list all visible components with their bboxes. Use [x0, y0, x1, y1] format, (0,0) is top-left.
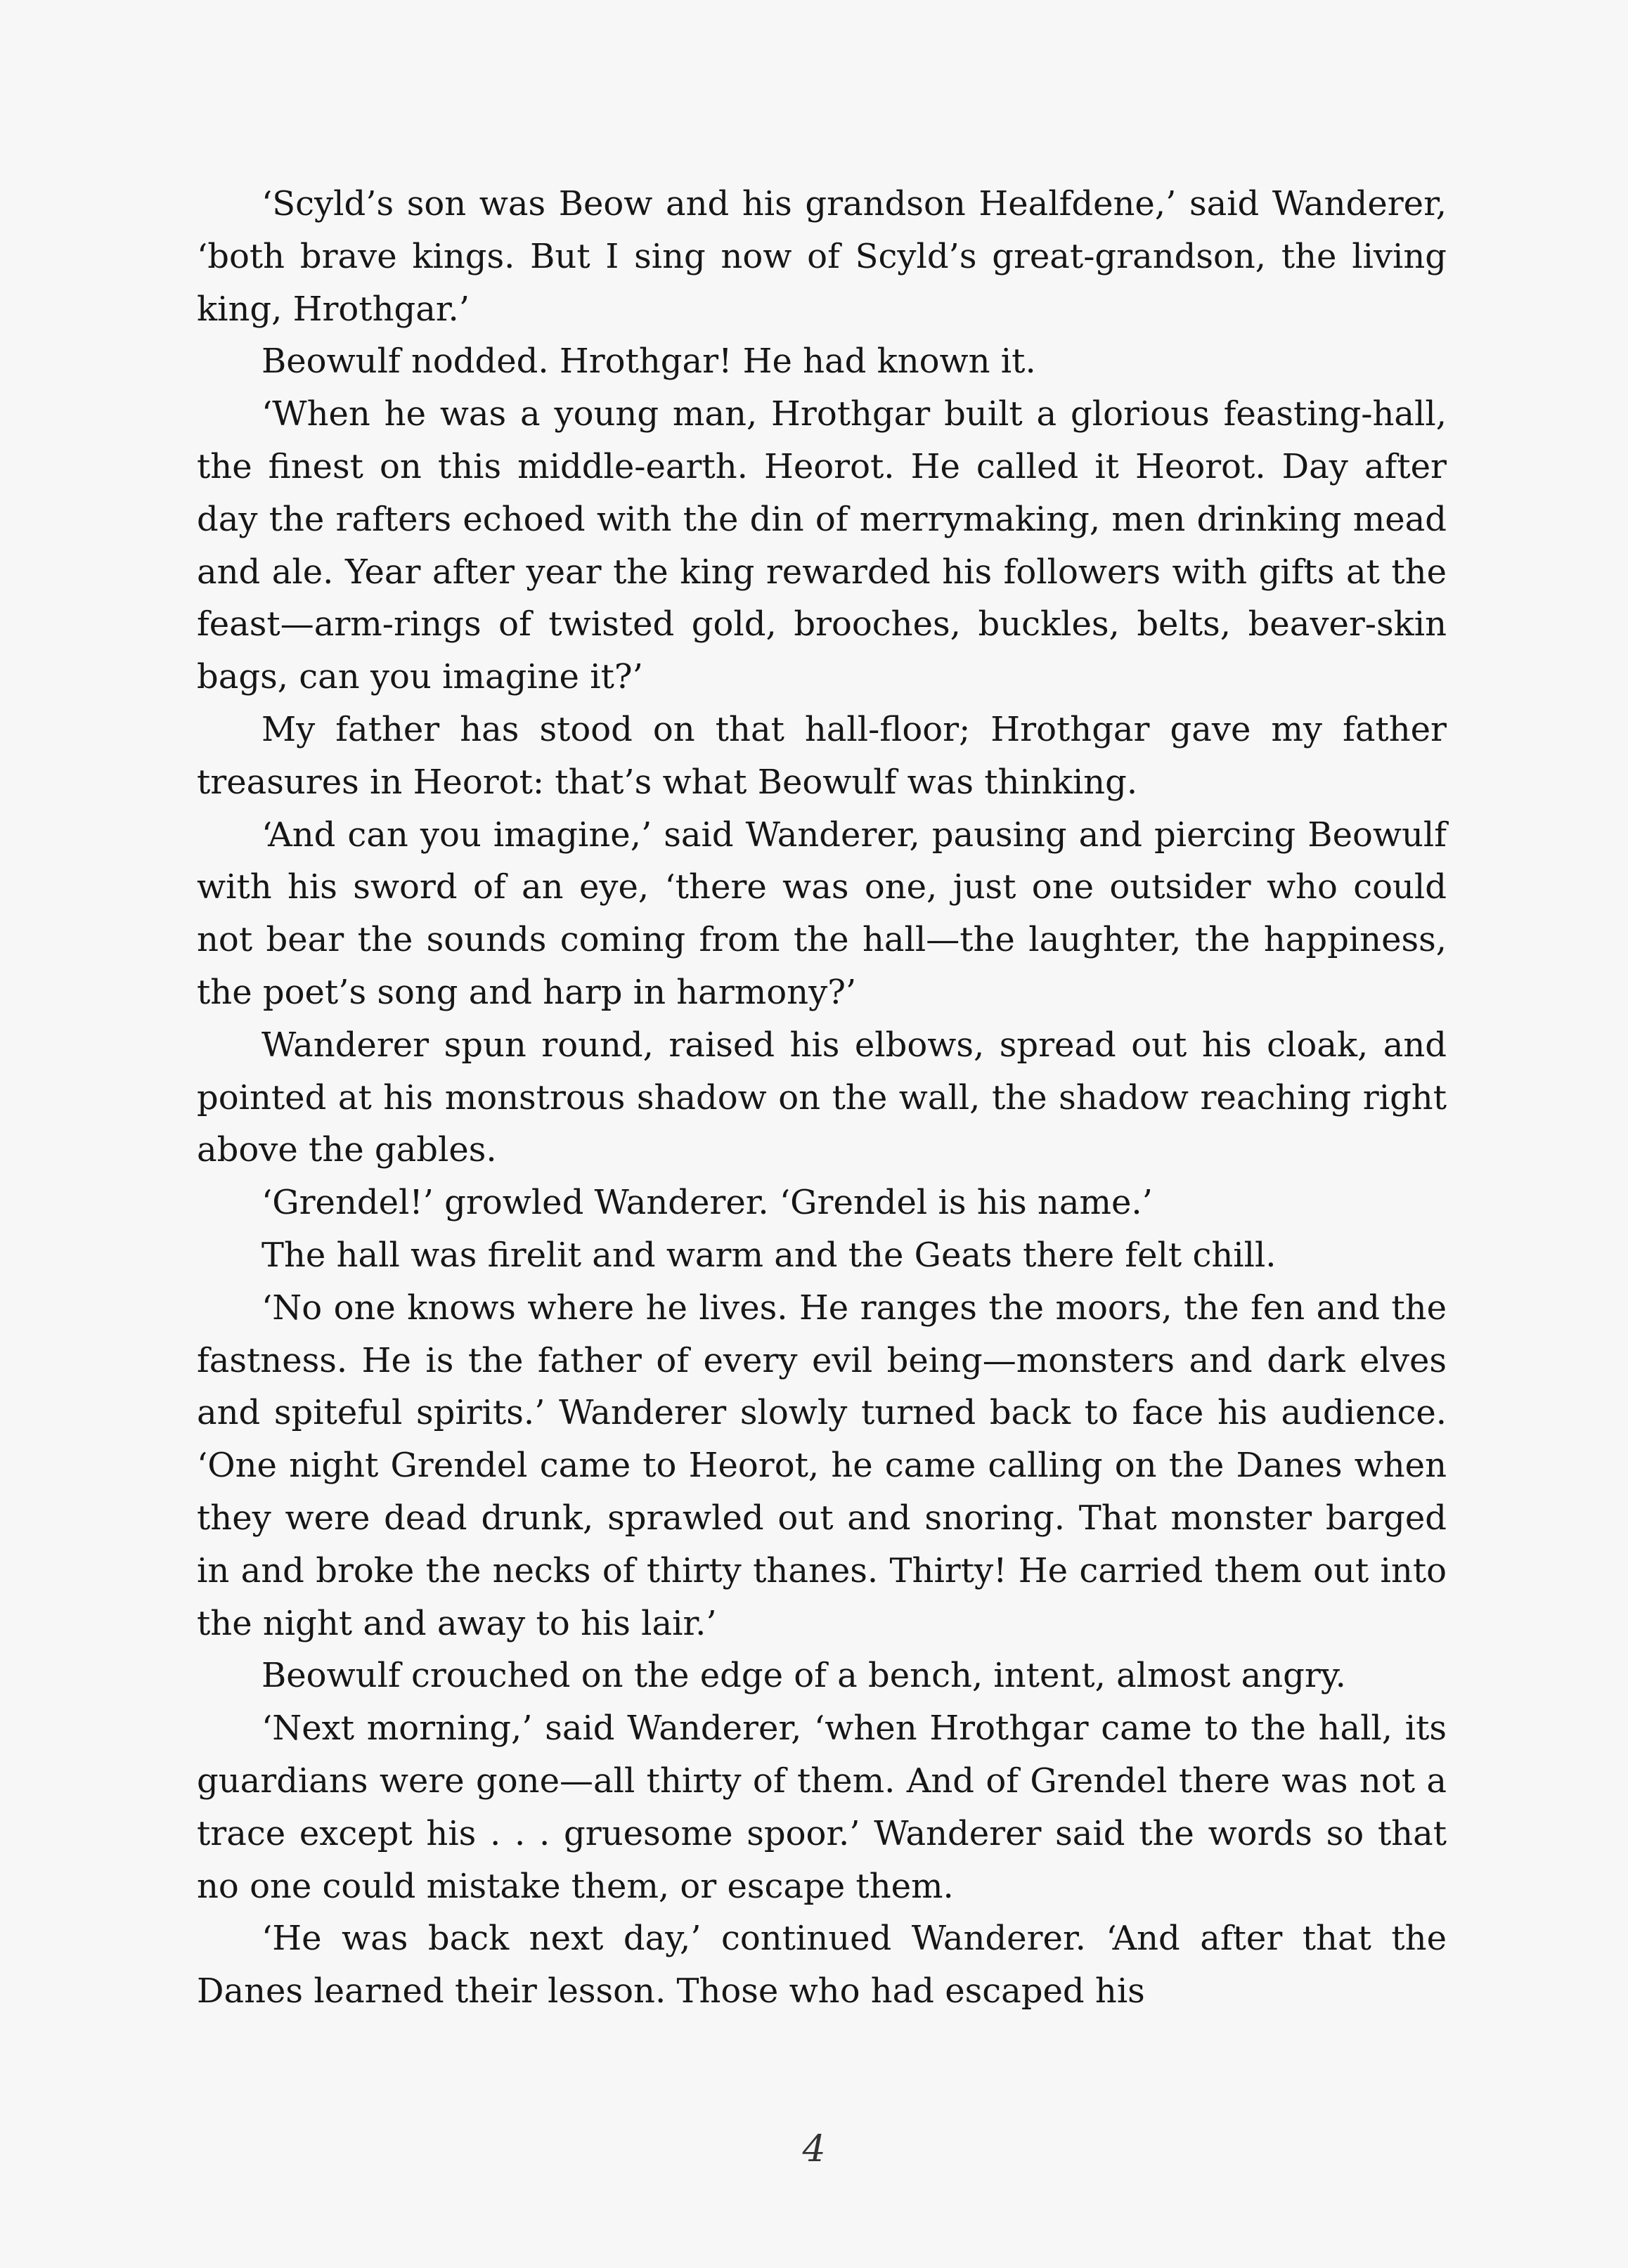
paragraph-9: ‘No one knows where he lives. He ranges the moors, the fen and the fastness. He is the father of every evil being—monsters and dark elves and spiteful spirits.’ Wanderer slowly turned back to face his audience. ‘One night Grendel came to Heorot, he came calling on the Danes when they were dead drunk, sprawled out and snoring. That monster barged in and broke the necks of thirty thanes. Thirty! He carried them out into the night and away to his lair.’: [197, 1288, 1447, 1643]
paragraph-12: ‘He was back next day,’ continued Wanderer. ‘And after that the Danes learned their lesson. Those who had escaped his: [197, 1919, 1447, 2011]
paragraph-10: Beowulf crouched on the edge of a bench, intent, almost angry.: [261, 1656, 1346, 1696]
paragraph-3: ‘When he was a young man, Hrothgar built a glorious feasting-hall, the finest on this middle-earth. Heorot. He called it Heorot. Day after day the rafters echoed with the din of merrymaking, men drinking mead and ale. Year after year the king rewarded his followers with gifts at the feast—arm-rings of twisted gold, brooches, buckles, belts, beaver-skin bags, can you imagine it?’: [197, 394, 1447, 697]
paragraph-6: Wanderer spun round, raised his elbows, spread out his cloak, and pointed at his monstrous shadow on the wall, the shadow reaching right above the gables.: [197, 1025, 1447, 1170]
paragraph-4: My father has stood on that hall-floor; Hrothgar gave my father treasures in Heorot: that’s what Beowulf was thinking.: [197, 709, 1447, 802]
paragraph-11: ‘Next morning,’ said Wanderer, ‘when Hrothgar came to the hall, its guardians were gone—all thirty of them. And of Grendel there was not a trace except his . . . gruesome spoor.’ Wanderer said the words so that no one could mistake them, or escape them.: [197, 1709, 1447, 1906]
paragraph-1: ‘Scyld’s son was Beow and his grandson Healfdene,’ said Wanderer, ‘both brave kings. But I sing now of Scyld’s great-grandson, the living king, Hrothgar.’: [197, 184, 1447, 329]
page-number: 4: [802, 2128, 826, 2170]
paragraph-2: Beowulf nodded. Hrothgar! He had known it.: [261, 342, 1036, 382]
body-text: [197, 178, 1447, 2018]
paragraph-7: ‘Grendel!’ growled Wanderer. ‘Grendel is his name.’: [261, 1183, 1153, 1223]
paragraph-5: ‘And can you imagine,’ said Wanderer, pausing and piercing Beowulf with his sword of an eye, ‘there was one, just one outsider who could not bear the sounds coming from the hall—the laughter, the happiness, the poet’s song and harp in harmony?’: [197, 815, 1447, 1012]
paragraph-8: The hall was firelit and warm and the Geats there felt chill.: [261, 1235, 1277, 1275]
